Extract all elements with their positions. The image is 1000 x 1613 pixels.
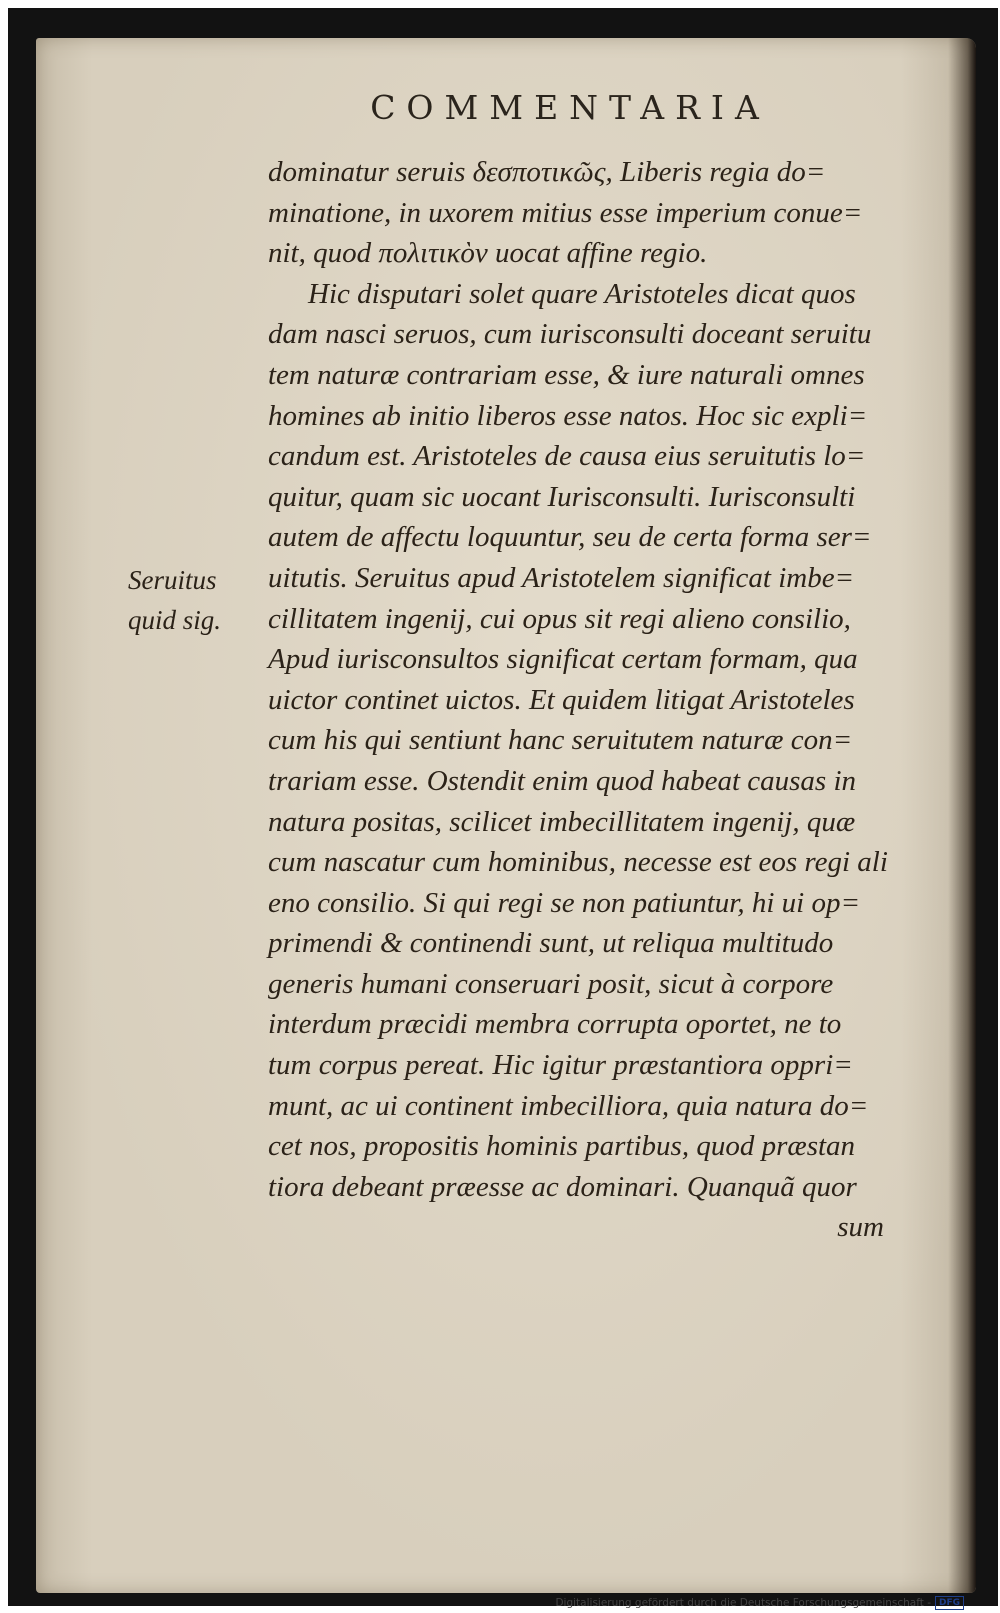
text-line: quitur, quam sic uocant Iurisconsulti. Iurisconsulti <box>268 480 856 513</box>
text-line: dominatur seruis δεσποτικῶς, Liberis regia do= <box>268 156 826 188</box>
text-line: uitutis. Seruitus apud Aristotelem significat imbe= <box>268 561 855 594</box>
text-line: cum his qui sentiunt hanc seruitutem naturæ con= <box>268 724 853 757</box>
text-line: uictor continet uictos. Et quidem litigat Aristoteles <box>268 683 855 716</box>
text-line: tum corpus pereat. Hic igitur præstantiora oppri= <box>268 1049 853 1082</box>
text-line: cet nos, propositis hominis partibus, quod præstan <box>268 1130 856 1163</box>
text-line: generis humani conseruari posit, sicut à corpore <box>268 967 834 1000</box>
catchword: sum <box>837 1211 884 1244</box>
text-line: tem naturæ contrariam esse, & iure naturali omnes <box>268 358 865 391</box>
text-line: eno consilio. Si qui regi se non patiuntur, hi ui op= <box>268 886 861 919</box>
text-line: natura positas, scilicet imbecillitatem ingenij, quæ <box>268 805 856 838</box>
text-line: minatione, in uxorem mitius esse imperium conue= <box>268 196 863 229</box>
text-line: Apud iurisconsultos significat certam formam, qua <box>268 643 858 676</box>
margin-note-line: quid sig. <box>128 605 222 635</box>
margin-note <box>128 560 248 640</box>
text-line: tiora debeant præesse ac dominari. Quanquã quor <box>268 1170 857 1203</box>
text-line: interdum præcidi membra corrupta oportet, ne to <box>268 1008 842 1041</box>
text-line: Hic disputari solet quare Aristoteles dicat quos <box>308 277 856 310</box>
text-line: cum nascatur cum hominibus, necesse est eos regi ali <box>268 846 888 879</box>
text-line: cillitatem ingenij, cui opus sit regi alieno consilio, <box>268 602 851 635</box>
text-line: trariam esse. Ostendit enim quod habeat causas in <box>268 764 857 797</box>
text-line: nit, quod πολιτικὸν uocat affine regio. <box>268 237 708 270</box>
text-line: candum est. Aristoteles de causa eius seruitutis lo= <box>268 440 866 473</box>
digitization-credit <box>555 1593 964 1613</box>
text-line: homines ab initio liberos esse natos. Hoc sic expli= <box>268 399 868 432</box>
running-head: COMMENTARIA <box>370 88 770 127</box>
text-line: dam nasci seruos, cum iurisconsulti doceant seruitu <box>268 318 872 351</box>
text-line: autem de affectu loquuntur, seu de certa forma ser= <box>268 521 872 554</box>
text-line: primendi & continendi sunt, ut reliqua multitudo <box>268 927 834 960</box>
main-text <box>268 152 888 1248</box>
text-line: munt, ac ui continent imbecilliora, quia natura do= <box>268 1089 869 1122</box>
dfg-logo: DFG <box>935 1596 964 1610</box>
page-shadow-edge <box>948 38 976 1593</box>
credit-text: Digitalisierung gefördert durch die Deutsche Forschungsgemeinschaft - <box>555 1597 931 1609</box>
margin-note-line: Seruitus <box>128 565 217 595</box>
